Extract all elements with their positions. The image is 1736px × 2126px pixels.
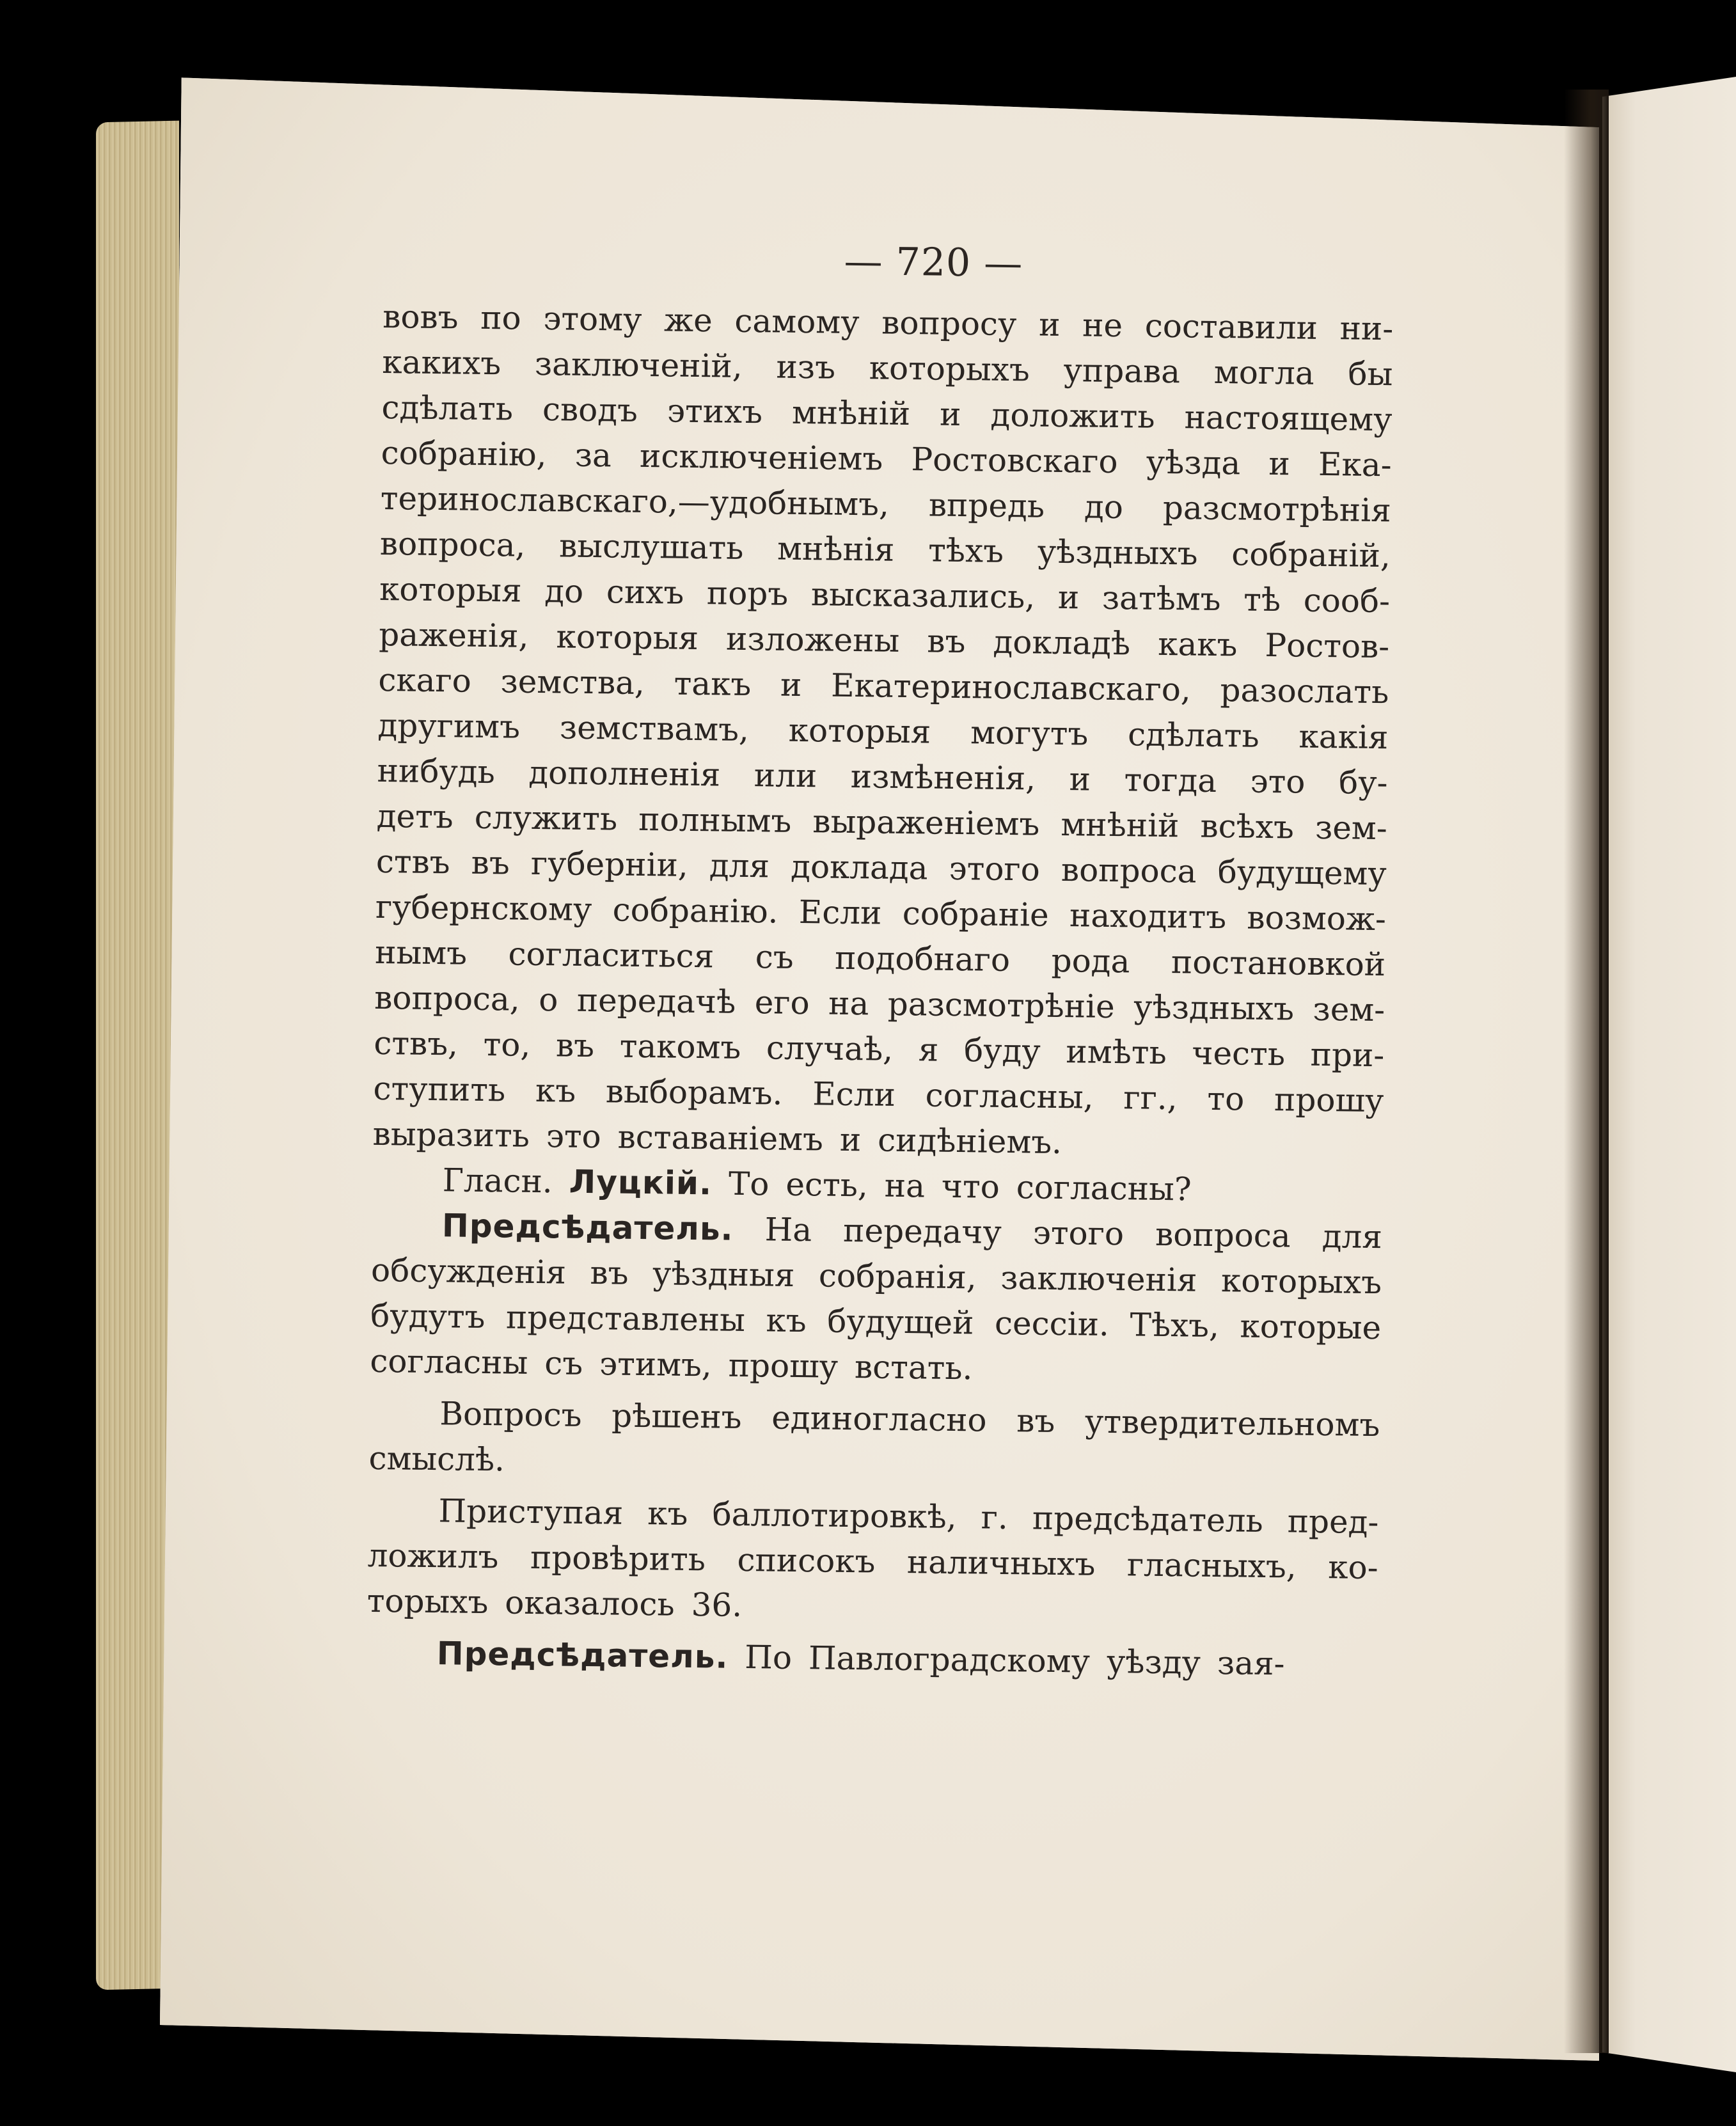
text-line: ложилъ провѣрить списокъ наличныхъ гласныхъ, ко- — [367, 1536, 1378, 1587]
page-number: — 720 — — [844, 239, 1023, 287]
text-line: будутъ представлены къ будущей сессіи. Тѣхъ, которые — [370, 1296, 1382, 1347]
text-line: Вопросъ рѣшенъ единогласно въ утвердительномъ — [439, 1395, 1380, 1444]
text-line: раженія, которыя изложены въ докладѣ какъ Ростов- — [378, 615, 1390, 666]
text-line: сдѣлать сводъ этихъ мнѣній и доложить настоящему — [381, 388, 1393, 439]
text-line: нымъ согласиться съ подобнаго рода постановкой — [374, 933, 1386, 984]
page-text-block — [366, 230, 1394, 1688]
text-line: ствъ въ губерніи, для доклада этого вопроса будущему — [375, 842, 1387, 893]
text-line: губернскому собранію. Если собраніе находитъ возмож- — [375, 888, 1387, 938]
text-line: другимъ земствамъ, которыя могутъ сдѣлать какія — [377, 706, 1389, 757]
text-line: какихъ заключеній, изъ которыхъ управа могла бы — [382, 343, 1393, 393]
paragraph — [372, 294, 1393, 1169]
text-line: Предсѣдатель. По Павлоградскому уѣзду зая- — [436, 1635, 1285, 1683]
text-line: согласны съ этимъ, прошу встать. — [370, 1342, 973, 1387]
text-line: торыхъ оказалось 36. — [367, 1582, 743, 1625]
text-line: ствъ, то, въ такомъ случаѣ, я буду имѣть честь при- — [374, 1024, 1385, 1075]
paragraph — [368, 1390, 1380, 1493]
text-line: вовъ по этому же самому вопросу и не составили ни- — [382, 297, 1394, 348]
text-line: вопроса, о передачѣ его на разсмотрѣніе уѣздныхъ зем- — [374, 979, 1385, 1029]
text-line: смыслѣ. — [368, 1439, 505, 1479]
text-line: Гласн. Луцкій. То есть, на что согласны? — [442, 1161, 1192, 1208]
paragraph — [370, 1202, 1382, 1396]
text-line: Предсѣдатель. На передачу этого вопроса для — [441, 1207, 1383, 1256]
text-line: собранію, за исключеніемъ Ростовскаго уѣзда и Ека- — [381, 434, 1392, 484]
book-gutter-shadow — [1564, 90, 1609, 2053]
text-line: теринославскаго,—удобнымъ, впредь до разсмотрѣнія — [380, 479, 1392, 530]
facing-page — [1602, 77, 1736, 2072]
text-line: ступить къ выборамъ. Если согласны, гг., то прошу — [373, 1069, 1384, 1120]
paragraphs — [366, 294, 1393, 1688]
text-line: детъ служить полнымъ выраженіемъ мнѣній всѣхъ зем- — [376, 797, 1388, 847]
text-line: вопроса, выслушать мнѣнія тѣхъ уѣздныхъ собраній, — [379, 524, 1391, 575]
text-line: Приступая къ баллотировкѣ, г. предсѣдатель пред- — [438, 1492, 1379, 1541]
text-line: обсужденія въ уѣздныя собранія, заключенія которыхъ — [370, 1251, 1382, 1302]
text-line: нибудь дополненія или измѣненія, и тогда это бу- — [377, 752, 1388, 802]
text-line: которыя до сихъ поръ высказались, и затѣмъ тѣ сооб- — [379, 570, 1391, 620]
paragraph — [367, 1488, 1378, 1636]
text-line: выразить это вставаніемъ и сидѣніемъ. — [372, 1115, 1062, 1161]
text-line: скаго земства, такъ и Екатеринославскаго, разослать — [378, 661, 1389, 711]
